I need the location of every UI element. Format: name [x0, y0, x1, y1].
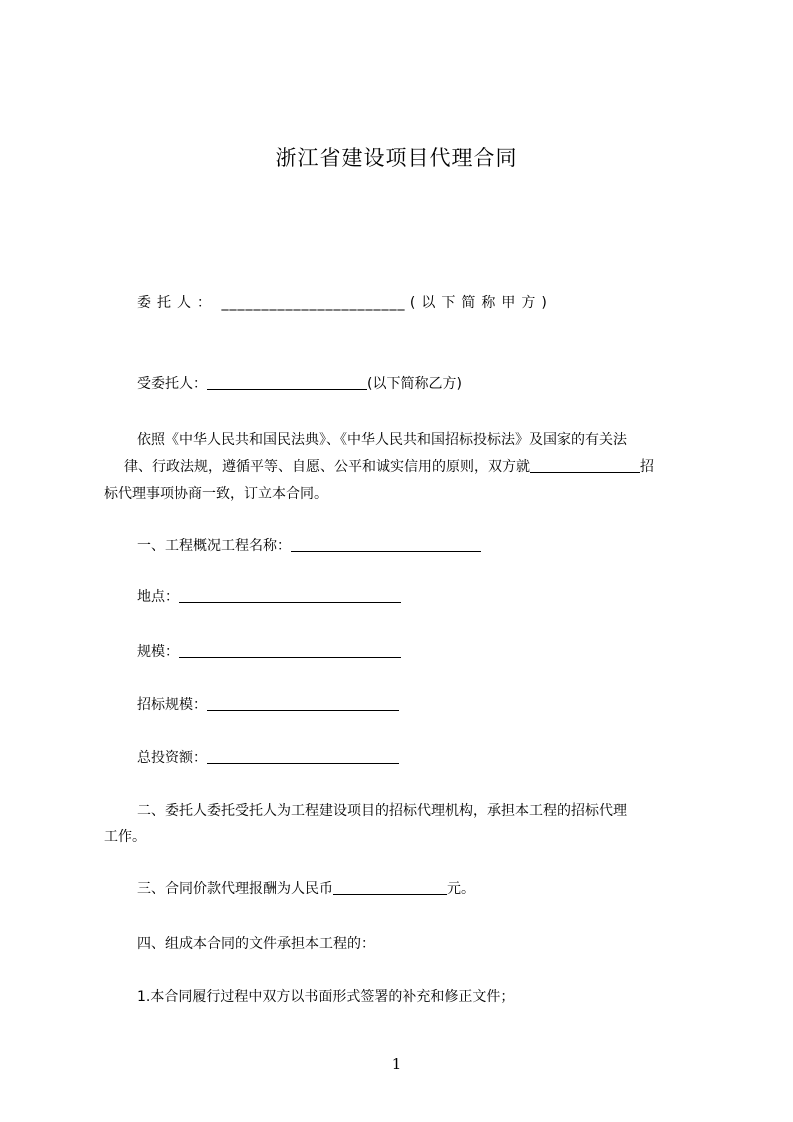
scale-label: 规模： [137, 644, 179, 660]
page-number: 1 [391, 1055, 402, 1073]
party-a-suffix: (以下简称甲方) [409, 295, 553, 311]
location-label: 地点： [137, 589, 179, 605]
document-title: 浙江省建设项目代理合同 [275, 146, 518, 170]
party-a-label: 委托人： [137, 295, 217, 311]
bid-scale-line [137, 694, 399, 714]
total-investment-label: 总投资额： [137, 750, 207, 766]
preamble-line-2-end: 招 [640, 459, 654, 475]
section-3-suffix: 元。 [447, 881, 475, 897]
scale-blank [179, 643, 401, 658]
section-3-line [137, 878, 475, 898]
party-a-blank: _______________________ [221, 295, 406, 311]
preamble-line-2-text: 律、行政法规，遵循平等、自愿、公平和诚实信用的原则，双方就 [124, 459, 530, 475]
party-b-label: 受委托人： [137, 376, 207, 392]
bid-scale-label: 招标规模： [137, 697, 207, 713]
preamble-line-2 [124, 456, 654, 476]
party-b-blank [207, 375, 367, 390]
section-2-line-2: 工作。 [104, 829, 146, 845]
preamble-blank [530, 458, 640, 473]
section-2-line-1: 二、委托人委托受托人为工程建设项目的招标代理机构，承担本工程的招标代理 [137, 803, 627, 819]
total-investment-blank [207, 749, 399, 764]
section-1-line [137, 535, 481, 555]
preamble-line-3: 标代理事项协商一致，订立本合同。 [104, 486, 328, 502]
party-a-line [137, 292, 553, 312]
section-3-prefix: 三、合同价款代理报酬为人民币 [137, 881, 333, 897]
section-4-heading: 四、组成本合同的文件承担本工程的： [137, 936, 375, 952]
amount-blank [333, 880, 447, 895]
item-1: 1.本合同履行过程中双方以书面形式签署的补充和修正文件； [137, 989, 515, 1005]
project-name-blank [291, 537, 481, 552]
party-b-suffix: (以下简称乙方) [367, 376, 462, 392]
scale-line [137, 641, 401, 661]
location-blank [179, 588, 401, 603]
location-line [137, 586, 401, 606]
bid-scale-blank [207, 696, 399, 711]
section-1-heading: 一、工程概况工程名称： [137, 538, 291, 554]
total-investment-line [137, 747, 399, 767]
preamble-line-1: 依照《中华人民共和国民法典》、《中华人民共和国招标投标法》及国家的有关法 [137, 432, 627, 448]
party-b-line [137, 373, 462, 393]
